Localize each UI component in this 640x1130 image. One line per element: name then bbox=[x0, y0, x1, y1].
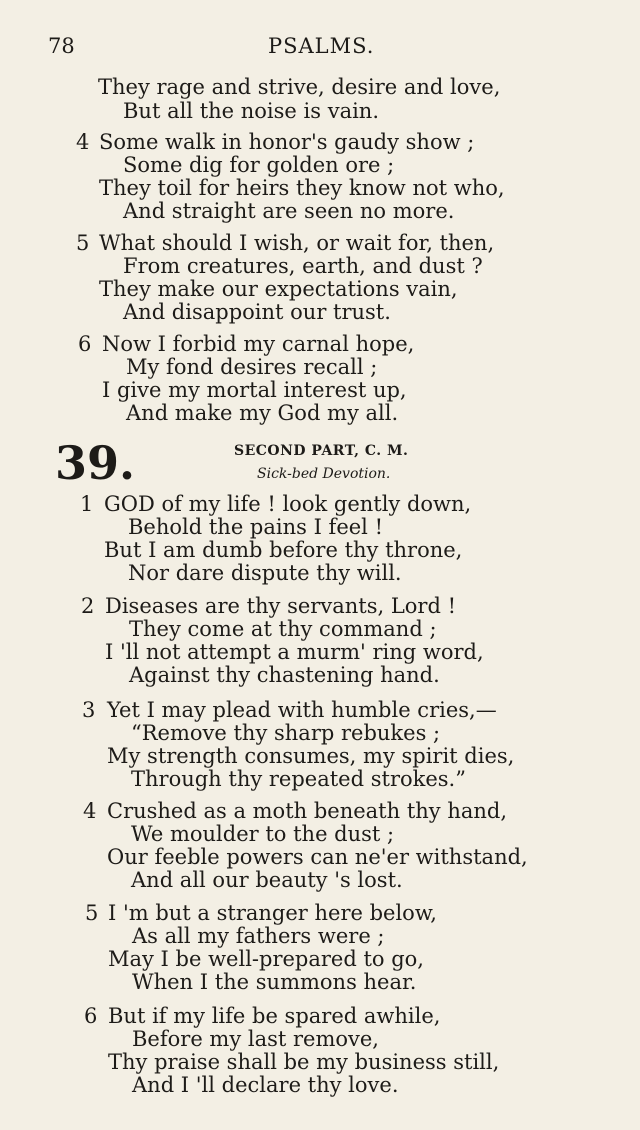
verse-line: They toil for heirs they know not who, bbox=[99, 176, 505, 200]
verse-line: But all the noise is vain. bbox=[123, 99, 379, 123]
verse-line: They come at thy command ; bbox=[129, 617, 437, 641]
verse-line: Nor dare dispute thy will. bbox=[128, 561, 402, 585]
verse-line: My strength consumes, my spirit dies, bbox=[107, 744, 515, 768]
verse-line: Behold the pains I feel ! bbox=[128, 515, 384, 539]
verse-number: 3 bbox=[82, 698, 96, 722]
verse-line: GOD of my life ! look gently down, bbox=[104, 492, 472, 516]
verse-line: From creatures, earth, and dust ? bbox=[123, 254, 483, 278]
verse-line: Our feeble powers can ne'er withstand, bbox=[107, 845, 528, 869]
verse-line: And straight are seen no more. bbox=[123, 199, 455, 223]
verse-line: Yet I may plead with humble cries,— bbox=[107, 698, 497, 722]
verse-line: May I be well-prepared to go, bbox=[108, 947, 424, 971]
verse-number: 5 bbox=[76, 231, 90, 255]
hymn-subtitle: Sick-bed Devotion. bbox=[257, 466, 391, 482]
verse-number: 5 bbox=[85, 901, 99, 925]
verse-line: They make our expectations vain, bbox=[99, 277, 458, 301]
verse-line: Crushed as a moth beneath thy hand, bbox=[107, 799, 508, 823]
verse-number: 6 bbox=[84, 1004, 98, 1028]
page-header bbox=[48, 34, 592, 64]
verse-line: Now I forbid my carnal hope, bbox=[102, 332, 415, 356]
verse-line: Some walk in honor's gaudy show ; bbox=[99, 130, 475, 154]
verse-line: Through thy repeated strokes.” bbox=[131, 767, 466, 791]
verse-line: “Remove thy sharp rebukes ; bbox=[131, 721, 441, 745]
verse-number: 4 bbox=[76, 130, 90, 154]
part-title: SECOND PART, C. M. bbox=[234, 443, 409, 459]
page-number: 78 bbox=[48, 34, 75, 58]
verse-line: They rage and strive, desire and love, bbox=[98, 75, 501, 99]
verse-line: Before my last remove, bbox=[132, 1027, 379, 1051]
verse-line: Diseases are thy servants, Lord ! bbox=[105, 594, 457, 618]
verse-line: But I am dumb before thy throne, bbox=[104, 538, 463, 562]
verse-line: As all my fathers were ; bbox=[132, 924, 385, 948]
verse-line: Some dig for golden ore ; bbox=[123, 153, 395, 177]
verse-line: I 'll not attempt a murm' ring word, bbox=[105, 640, 484, 664]
verse-line: I give my mortal interest up, bbox=[102, 378, 407, 402]
verse-line: Thy praise shall be my business still, bbox=[108, 1050, 500, 1074]
verse-line: When I the summons hear. bbox=[132, 970, 417, 994]
verse-line: Against thy chastening hand. bbox=[129, 663, 440, 687]
verse-line: And make my God my all. bbox=[126, 401, 399, 425]
verse-line: I 'm but a stranger here below, bbox=[108, 901, 437, 925]
verse-number: 4 bbox=[83, 799, 97, 823]
running-head: PSALMS. bbox=[268, 34, 375, 58]
verse-number: 2 bbox=[81, 594, 95, 618]
verse-line: And all our beauty 's lost. bbox=[131, 868, 403, 892]
verse-line: We moulder to the dust ; bbox=[131, 822, 395, 846]
verse-number: 1 bbox=[80, 492, 94, 516]
verse-line: And disappoint our trust. bbox=[123, 300, 391, 324]
hymn-number: 39. bbox=[55, 436, 136, 490]
verse-line: My fond desires recall ; bbox=[126, 355, 378, 379]
verse-number: 6 bbox=[78, 332, 92, 356]
verse-line: And I 'll declare thy love. bbox=[132, 1073, 399, 1097]
verse-line: What should I wish, or wait for, then, bbox=[99, 231, 495, 255]
verse-line: But if my life be spared awhile, bbox=[108, 1004, 441, 1028]
